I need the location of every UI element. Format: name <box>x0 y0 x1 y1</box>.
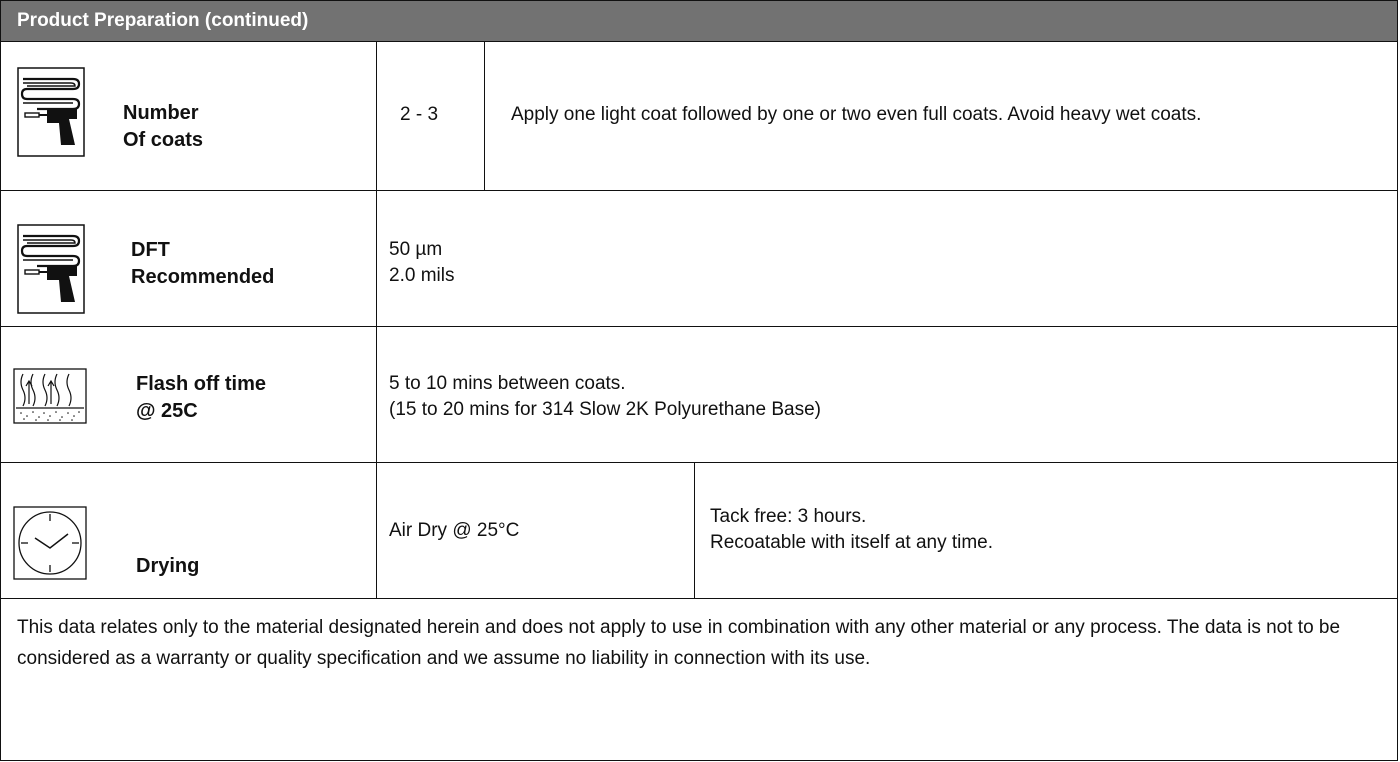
drying-detail <box>710 504 993 556</box>
drying-label: Drying <box>136 555 200 577</box>
preparation-table <box>0 41 1398 761</box>
coats-label-line1: Number <box>123 102 199 124</box>
coats-label <box>123 100 203 154</box>
flash-value-line1: 5 to 10 mins between coats. <box>389 373 626 394</box>
spray-gun-icon <box>17 67 85 162</box>
dft-label-line1: DFT <box>131 239 170 261</box>
flash-label-line1: Flash off time <box>136 373 267 395</box>
row-divider <box>1 190 1397 191</box>
drying-detail-line2: Recoatable with itself at any time. <box>710 532 994 553</box>
coats-note: Apply one light coat followed by one or two even full coats. Avoid heavy wet coats. <box>511 104 1202 125</box>
flash-value <box>389 371 821 423</box>
dft-label <box>131 237 274 291</box>
row-divider <box>1 598 1397 599</box>
clock-icon <box>13 506 87 585</box>
spray-gun-icon <box>17 224 85 319</box>
flash-value-line2: (15 to 20 mins for 314 Slow 2K Polyurethane Base) <box>389 399 821 420</box>
row-divider <box>1 326 1397 327</box>
row-divider <box>1 462 1397 463</box>
flash-label <box>136 371 266 425</box>
drying-detail-line1: Tack free: 3 hours. <box>710 506 867 527</box>
disclaimer-text: This data relates only to the material designated herein and does not apply to use in combination with any other material or any process. The data is not to be considered as a warranty or quality specification and we assume no liability in connection with its use. <box>17 617 1341 669</box>
drying-condition: Air Dry @ 25°C <box>389 520 520 541</box>
flash-label-line2: @ 25C <box>136 400 198 422</box>
section-header: Product Preparation (continued) <box>0 0 1398 42</box>
coats-label-line2: Of coats <box>123 129 204 151</box>
column-divider <box>376 41 377 598</box>
column-divider <box>484 41 485 190</box>
evaporation-icon <box>13 368 87 429</box>
dft-value <box>389 237 454 289</box>
dft-label-line2: Recommended <box>131 266 275 288</box>
column-divider <box>694 462 695 598</box>
dft-value-line1: 50 µm <box>389 239 443 260</box>
dft-value-line2: 2.0 mils <box>389 265 455 286</box>
coats-value: 2 - 3 <box>400 104 439 125</box>
